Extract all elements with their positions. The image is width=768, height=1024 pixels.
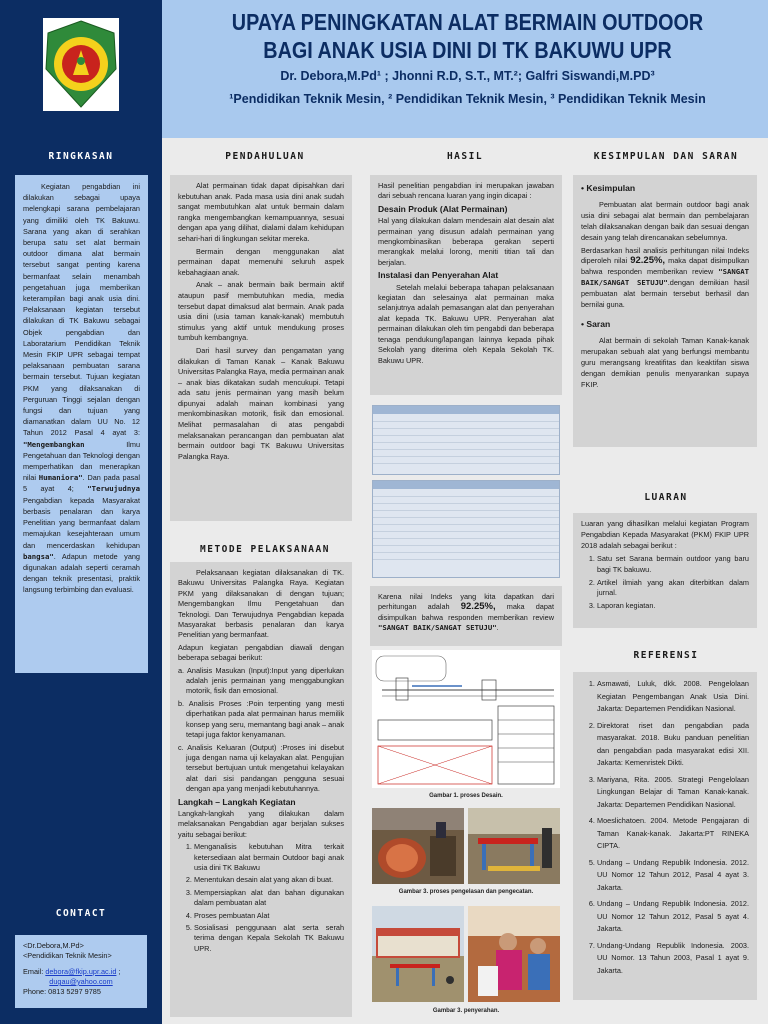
- reference-item: 2. Direktorat riset dan pengabdian pada masyarakat. 2018. Buku panduan penelitian dan pengabdian pada masyarakat edisi XII. Jakarta: Kemenristek Dikti.: [597, 720, 749, 770]
- reference-item: 4. Moeslichatoen. 2004. Metode Pengajaran di Taman Kanak-kanak. Jakarta:PT RINEKA CIPTA.: [597, 815, 749, 853]
- ringkasan-box: [15, 175, 148, 673]
- welding-photo-1: [372, 808, 464, 884]
- pendahuluan-p2: Bermain dengan menggunakan alat permainan dapat memenuhi seluruh aspek kebahagiaan anak.: [178, 246, 344, 277]
- kesimpulan-p1: Pembuatan alat bermain outdoor bagi anak usia dini sebagai alat bermain dan pembelajaran telah dilaksanakan dengan baik dan sesuai dengan desain yang telah direncanakan sebelumnya.: [581, 199, 749, 242]
- saran-p: Alat bermain di sekolah Taman Kanak-kanak merupakan sebuah alat yang berfungsi membantu guru merangsang kreatifitas dan keaktifan siswa dengan demikian penulis menyarankan supaya FKIP.: [581, 335, 749, 389]
- university-logo-icon: [42, 17, 120, 112]
- email-link-2[interactable]: dugau@yahoo.com: [49, 977, 113, 986]
- metode-step: 4. Proses pembuatan Alat: [194, 911, 344, 921]
- title-line-2: BAGI ANAK USIA DINI DI TK BAKUWU UPR: [263, 37, 672, 63]
- metode-analysis-item: c. Analisis Keluaran (Output) :Proses ini disebut juga dengan nama uji kelayakan alat. Pengujian tersebut bertujuan untuk mengetahui kelayakan alat dari sisi pandangan pengguna sesuai dengan apa yang menjadi kebutuhannya.: [178, 742, 344, 794]
- metode-analysis-item: a. Analisis Masukan (Input):Input yang diperlukan adalah jenis permainan yang menggabungkan motorik, fisik dan emosional.: [178, 665, 344, 696]
- handover-photo-1: [372, 906, 464, 1002]
- luaran-item: 1. Satu set Sarana bermain outdoor yang baru bagi TK bakuwu.: [597, 554, 749, 576]
- referensi-list: [581, 678, 749, 977]
- hasil-p4: Karena nilai Indeks yang kita dapatkan dari perhitungan adalah 92.25%, maka dapat disimpulkan bahwa responden memberikan review "SANGAT BAIK/SANGAT SETUJU".: [378, 592, 554, 633]
- pendahuluan-p1: Alat permainan tidak dapat dipisahkan dari kebutuhan anak. Pada masa usia dini anak sudah sangat membutuhkan alat untuk bermain dalam rangka mengembangkan kemampuannya, sesuai dengan apa yang dilihat, dialami dalam kehidupan sehari-hari di lingkungan sekitar mereka.: [178, 181, 344, 243]
- metode-subheading: Langkah – Langkah Kegiatan: [178, 796, 296, 807]
- contact-name: <Dr.Debora,M.Pd>: [23, 941, 84, 950]
- reference-item: 3. Mariyana, Rita. 2005. Strategi Pengelolaan Lingkungan Belajar di Taman Kanak-kanak. Jakarta: Departemen Pendidikan Nasional.: [597, 774, 749, 812]
- luaran-box: [573, 513, 757, 628]
- metode-p1: Pelaksanaan kegiatan dilaksanakan di TK. Bakuwu Universitas Palangka Raya. Kegiatan PKM yang dilaksanakan di dengan tujuan; Mengembangkan Ilmu Pengetahuan dan Teknologi. Dan Terwujudnya Pengabdian kepada Masyarakat berbasis penalaran dan karya Penelitian yang bermanfaat.: [178, 568, 344, 640]
- hasil-p1: Hasil penelitian pengabdian ini merupakan jawaban dari sebuah rencana luaran yang ingin dicapai :: [378, 181, 554, 201]
- hasil-p3: Setelah melalui beberapa tahapan pelaksanaan kegiatan dan selesainya alat permainan maka selanjutnya adalah pemasangan alat dan penyerahan alat kepada TK. Bakuwu UPR. Penyerahan alat permainan dilakukan oleh tim pengabdi dan beberapa tenaga pendukung/lapangan lainnya kepada pihak Sekolah yang diterima oleh Kepala Sekolah TK. Bakuwu UPR.: [378, 282, 554, 365]
- design-drawing-figure: [372, 650, 560, 788]
- email-link-1[interactable]: debora@fkip.upr.ac.id: [45, 967, 117, 976]
- figure-3-caption: Gambar 3. penyerahan.: [432, 1008, 500, 1014]
- hasil-p2: Hal yang dilakukan dalam mendesain alat desain alat permainan yang disusun adalah permainan yang mengkombinasikan beberapa gerakan seperti merangkak melalui lorong, meniti titian tali dan berjalan.: [378, 216, 554, 267]
- poster-title: [212, 8, 724, 64]
- authors: Dr. Debora,M.Pd¹ ; Jhonni R.D, S.T., MT.²; Galfri Siswandi,M.PD³: [280, 69, 655, 83]
- score-table-2: [372, 480, 560, 578]
- figure-2-caption: Gambar 3. proses pengelasan dan pengecatan.: [398, 889, 534, 895]
- metode-p3: Langkah-langkah yang dilakukan dalam melaksanakan Pengabdian agar berjalan sukses yaitu sebagai berikut:: [178, 808, 344, 839]
- contact-box: [15, 935, 147, 1008]
- metode-heading: METODE PELAKSANAAN: [200, 544, 330, 555]
- pendahuluan-heading: PENDAHULUAN: [225, 151, 305, 162]
- hasil-heading: HASIL: [446, 151, 484, 162]
- metode-p2: Adapun kegiatan pengabdian diawali dengan beberapa sebagai berikut:: [178, 642, 344, 663]
- metode-step: 1. Menganalisis kebutuhan Mitra terkait ketersediaan alat bermain Outdoor bagi anak usia dini TK Bakuwu: [194, 842, 344, 873]
- hasil-sub2: Instalasi dan Penyerahan Alat: [378, 270, 499, 281]
- saran-subheading: • Saran: [581, 318, 611, 329]
- contact-phone: Phone: 0813 5297 9785: [23, 987, 101, 996]
- pendahuluan-box: [170, 175, 352, 521]
- pendahuluan-p4: Dari hasil survey dan pengamatan yang dilakukan di Taman Kanak – Kanak Bakuwu Universitas Palangka Raya, media permainan anak – anak bias dikatakan sudah mencukupi. Tetapi ada satu jenis permainan yang masih belum dipunyai adalah mainan kombinasi yang menkombinasikan motorik, fisik dan emosional. Melihat permasalahan di atas pengabdi melaksanakan perancangan dan pembuatan alat bermain outdoor bagi TK Bakuwu Universitas Palangka Raya.: [178, 345, 344, 461]
- contact-heading: CONTACT: [55, 908, 107, 919]
- kesimpulan-p2: Berdasarkan hasil analisis perhitungan nilai Indeks diperoleh nilai 92.25%, maka dapat disimpulkan bahwa responden memberikan review "SANGAT BAIK/SANGAT SETUJU".dengan demikian hasil pembuatan alat bermain tersebut berhasil dan bernilai guna.: [581, 245, 749, 310]
- contact-email-line: Email: debora@fkip.upr.ac.id ;: [23, 967, 121, 976]
- logo-panel: [0, 0, 162, 138]
- ringkasan-text: Kegiatan pengabdian ini dilakukan sebagai upaya melengkapi sarana pembelajaran yang dimiliki oleh TK Bakuwu. Sarana yang akan di serahkan berupa satu set alat bermain outdoor dimana alat bermain tersebut sangat penting karena bermanfaat selain menambah pengetahuan juga memberikan keterampilan bagi anak usia dini. Pelaksanaan kegiatan tersebut dilakukan di TK Bakuwu sebagai Objek pengabdian dan Laboratarium Pendidikan Teknik Mesin FKIP UPR sebagai tempat pelaksanaan pembuatan sarana bermain tersebut. Tujuan kegiatan PKM yang dilaksanakan di Perguruan Tinggi sejalan dengan fungsi dan tujuan yang diamanatkan dalam UU No. 12 Tahun 2012 Pasal 4 ayat 3: "Mengembangkan Ilmu Pengetahuan dan Teknologi dengan memperhatikan dan menerapkan nilai Humaniora". Dan pada pasal 5 ayat 4; "Terwujudnya Pengabdian kepada Masyarakat berbasis penalaran dan karya Penelitian yang bermanfaat dalam memajukan kesejahteraan umum dan mencerdaskan kehidupan bangsa". Adapun metode yang digunakan adalah seperti ceramah dengan teknik presentasi, praktik langsung terbimbing dan evaluasi.: [23, 182, 140, 595]
- contact-dept: <Pendidikan Teknik Mesin>: [23, 951, 112, 960]
- luaran-list: [581, 554, 749, 613]
- luaran-item: 2. Artikel ilmiah yang akan diterbitkan dalam jurnal.: [597, 578, 749, 600]
- reference-item: 5. Undang – Undang Republik Indonesia. 2012. UU Nomor 12 Tahun 2012, Pasal 4 ayat 3. Jakarta.: [597, 857, 749, 895]
- welding-photo-2: [468, 808, 560, 884]
- kesimpulan-box: [573, 175, 757, 447]
- affiliations: ¹Pendidikan Teknik Mesin, ² Pendidikan Teknik Mesin, ³ Pendidikan Teknik Mesin: [229, 92, 706, 106]
- metode-analysis-item: b. Analisis Proses :Poin terpenting yang mesti diperhatikan pada alat permainan harus memilik konsep yang seru, memantang bagi anak – anak tetapi juga faktor kenyamanan.: [178, 698, 344, 740]
- hasil-sub1: Desain Produk (Alat Permainan): [378, 203, 508, 214]
- reference-item: 1. Asmawati, Luluk, dkk. 2008. Pengelolaan Kegiatan Pengembangan Anak Usia Dini. Jakarta: Departemen Pendidikan Nasional.: [597, 678, 749, 716]
- metode-analysis-list: [178, 666, 344, 795]
- kesimpulan-subheading: • Kesimpulan: [581, 183, 636, 193]
- hasil-index-box: [370, 586, 562, 646]
- metode-steps-list: [178, 842, 344, 954]
- kesimpulan-heading: KESIMPULAN DAN SARAN: [593, 151, 739, 162]
- hasil-box: [370, 175, 562, 395]
- reference-item: 7. Undang-Undang Republik Indonesia. 2003. UU Nomor. 13 Tahun 2003, Pasal 1 ayat 9. Jakarta.: [597, 940, 749, 978]
- pendahuluan-p3: Anak – anak bermain baik bermain aktif ataupun pasif membutuhkan media, media tersebut dapat dimaksud alat bermain. Anak pada usia dini (usia taman kanak-kanak) membutuh stimulus yang aktif untuk mendukung proses tumbuh kembangnya.: [178, 280, 344, 343]
- luaran-p1: Luaran yang dihasilkan melalui kegiatan Program Pengabdian Kepada Masyarakat (PKM) FKIP UPR 2018 adalah sebagai berikut :: [581, 519, 749, 550]
- figure-1-caption: Gambar 1. proses Desain.: [429, 793, 503, 799]
- referensi-box: [573, 672, 757, 1000]
- luaran-heading: LUARAN: [644, 492, 688, 503]
- metode-step: 3. Mempersiapkan alat dan bahan digunakan dalam pembuatan alat: [194, 888, 344, 909]
- poster-header: [0, 0, 768, 138]
- ringkasan-heading: RINGKASAN: [48, 151, 114, 162]
- referensi-heading: REFERENSI: [633, 650, 699, 661]
- score-table-1: [372, 405, 560, 475]
- handover-photo-2: [468, 906, 560, 1002]
- title-line-1: UPAYA PENINGKATAN ALAT BERMAIN OUTDOOR: [231, 9, 704, 35]
- reference-item: 6. Undang – Undang Republik Indonesia. 2012. UU Nomor 12 Tahun 2012, Pasal 5 ayat 4. Jakarta.: [597, 898, 749, 936]
- metode-step: 2. Menentukan desain alat yang akan di buat.: [194, 875, 344, 885]
- metode-box: [170, 562, 352, 1017]
- luaran-item: 3. Laporan kegiatan.: [597, 601, 749, 612]
- metode-step: 5. Sosialisasi penggunaan alat serta serah terima dengan Kepala Sekolah TK Bakuwu UPR.: [194, 923, 344, 954]
